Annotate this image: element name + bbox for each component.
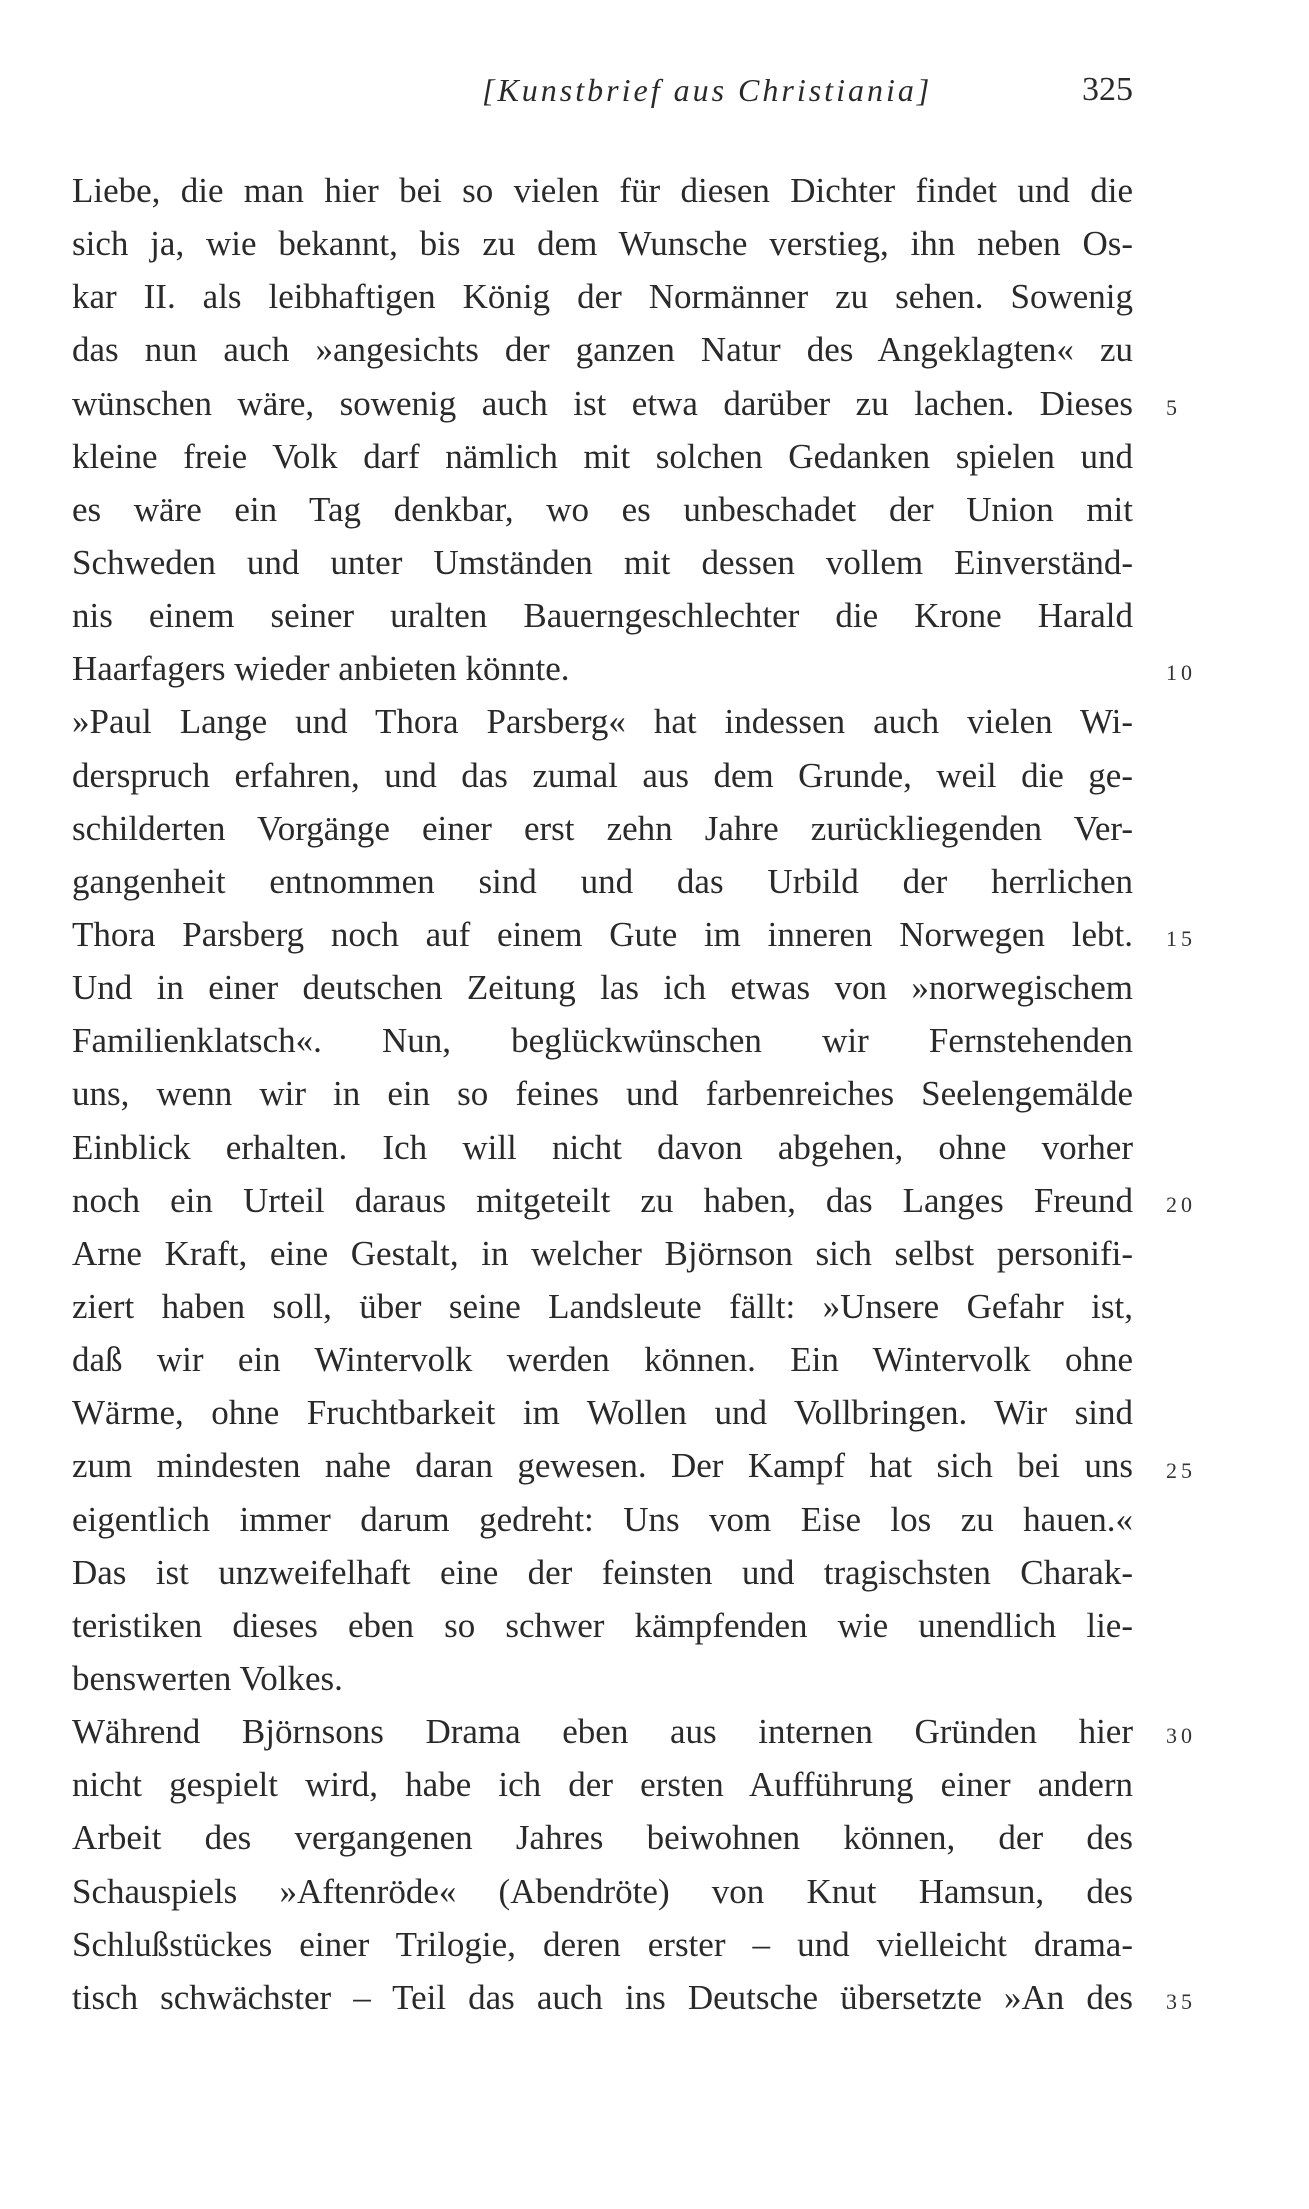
text-line: daß wir ein Wintervolk werden können. Ein Wintervolk ohne — [72, 1340, 1133, 1380]
text-line: Arbeit des vergangenen Jahres beiwohnen können, der des — [72, 1818, 1133, 1858]
text-line: kar II. als leibhaftigen König der Normänner zu sehen. Sowenig — [72, 277, 1133, 317]
text-line: Liebe, die man hier bei so vielen für diesen Dichter findet und die — [72, 171, 1133, 210]
text-line: noch ein Urteil daraus mitgeteilt zu haben, das Langes Freund — [72, 1180, 1133, 1220]
body-text — [72, 164, 1133, 2024]
text-line: uns, wenn wir in ein so feines und farbenreiches Seelengemälde — [72, 1074, 1133, 1114]
text-line: benswerten Volkes. — [72, 1658, 343, 1698]
text-line: derspruch erfahren, und das zumal aus dem Grunde, weil die ge- — [72, 755, 1133, 795]
page-number: 325 — [1082, 71, 1133, 108]
text-line: Thora Parsberg noch auf einem Gute im inneren Norwegen lebt. — [72, 914, 1133, 954]
text-line: Schlußstückes einer Trilogie, deren erster – und vielleicht drama- — [72, 1924, 1133, 1964]
text-line: nis einem seiner uralten Bauerngeschlechter die Krone Harald — [72, 596, 1133, 636]
text-line: Das ist unzweifelhaft eine der feinsten und tragischsten Charak- — [72, 1552, 1133, 1592]
text-line: Familienklatsch«. Nun, beglückwünschen wir Fernstehenden — [72, 1021, 1133, 1061]
line-number: 20 — [1166, 1191, 1196, 1217]
text-line: ziert haben soll, über seine Landsleute fällt: »Unsere Gefahr ist, — [72, 1286, 1133, 1326]
text-line: das nun auch »angesichts der ganzen Natur des Angeklagten« zu — [72, 330, 1133, 370]
text-line: Schauspiels »Aftenröde« (Abendröte) von Knut Hamsun, des — [72, 1871, 1133, 1911]
text-line: Schweden und unter Umständen mit dessen vollem Einverständ- — [72, 542, 1133, 582]
line-number: 5 — [1166, 394, 1181, 420]
text-line: Und in einer deutschen Zeitung las ich etwas von »norwegischem — [72, 968, 1133, 1008]
text-line: Arne Kraft, eine Gestalt, in welcher Björnson sich selbst personifi- — [72, 1233, 1133, 1273]
running-head: [Kunstbrief aus Christiania] — [482, 72, 933, 108]
text-line: Haarfagers wieder anbieten könnte. — [72, 649, 570, 689]
text-line: tisch schwächster – Teil das auch ins Deutsche übersetzte »An des — [72, 1977, 1133, 2017]
text-line: »Paul Lange und Thora Parsberg« hat indessen auch vielen Wi- — [72, 702, 1133, 742]
text-line: teristiken dieses eben so schwer kämpfenden wie unendlich lie- — [72, 1605, 1133, 1645]
text-line: Einblick erhalten. Ich will nicht davon abgehen, ohne vorher — [72, 1127, 1133, 1167]
text-line: kleine freie Volk darf nämlich mit solchen Gedanken spielen und — [72, 436, 1133, 476]
text-line: nicht gespielt wird, habe ich der ersten Aufführung einer andern — [72, 1765, 1133, 1805]
text-line: eigentlich immer darum gedreht: Uns vom Eise los zu hauen.« — [72, 1499, 1133, 1539]
line-number: 10 — [1166, 660, 1196, 686]
line-number: 25 — [1166, 1457, 1196, 1483]
text-line: schilderten Vorgänge einer erst zehn Jahre zurückliegenden Ver- — [72, 808, 1133, 848]
text-line: wünschen wäre, sowenig auch ist etwa darüber zu lachen. Dieses — [72, 383, 1133, 423]
line-number: 30 — [1166, 1723, 1196, 1749]
line-number: 15 — [1166, 926, 1196, 952]
text-line: gangenheit entnommen sind und das Urbild der herrlichen — [72, 861, 1133, 901]
text-line: Während Björnsons Drama eben aus internen Gründen hier — [72, 1712, 1133, 1752]
text-line: Wärme, ohne Fruchtbarkeit im Wollen und Vollbringen. Wir sind — [72, 1393, 1133, 1433]
text-line: es wäre ein Tag denkbar, wo es unbeschadet der Union mit — [72, 489, 1133, 529]
text-line: sich ja, wie bekannt, bis zu dem Wunsche verstieg, ihn neben Os- — [72, 224, 1133, 264]
text-line: zum mindesten nahe daran gewesen. Der Kampf hat sich bei uns — [72, 1446, 1133, 1486]
line-number: 35 — [1166, 1989, 1196, 2015]
